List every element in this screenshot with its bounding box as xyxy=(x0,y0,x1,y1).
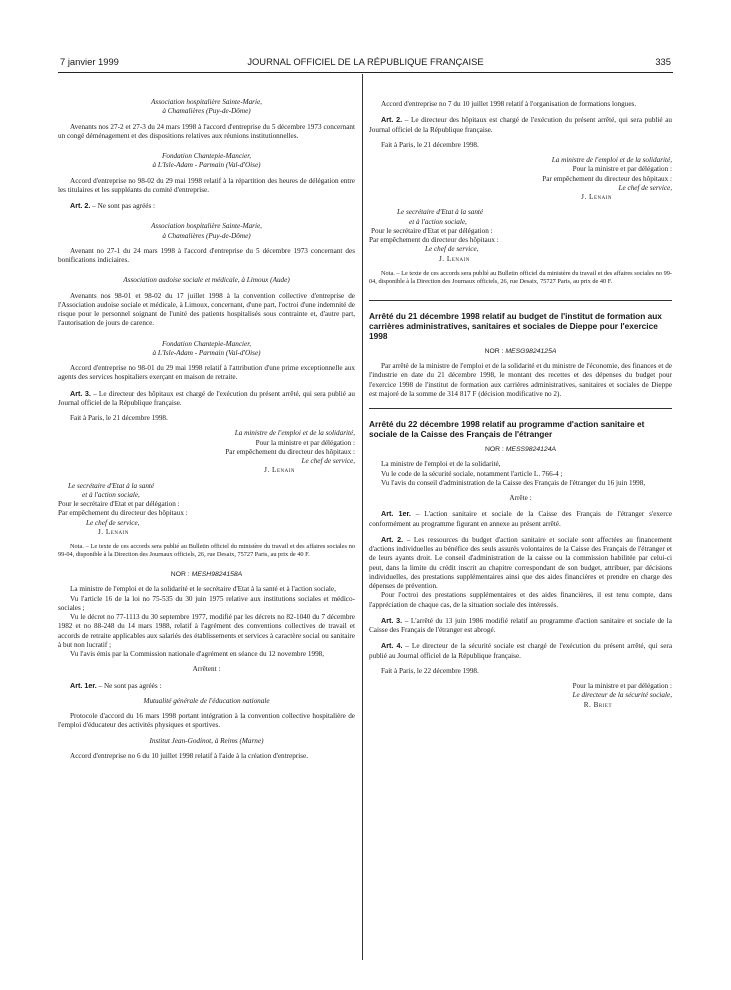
article-label: Art. 1er. xyxy=(381,509,411,519)
org-name: Association hospitalière Sainte-Marie, xyxy=(151,222,262,231)
signature-line: Pour le secrétaire d'Etat et par délégation : xyxy=(58,500,180,508)
paragraph: La ministre de l'emploi et de la solidarité, xyxy=(381,460,501,469)
paragraph: Accord d'entreprise no 7 du 10 juillet 1998 relatif à l'organisation de formations longues. xyxy=(381,100,637,108)
header-page-number: 335 xyxy=(655,56,671,67)
signatory-name: J. Lenain xyxy=(439,254,470,263)
signature-line: Le chef de service, xyxy=(86,518,140,527)
paragraph: Protocole d'accord du 16 mars 1998 portant intégration à la convention collective hospitalière de l'emploi d'éducateur des activités physiques et sportives. xyxy=(58,712,355,730)
signature-line: Par empêchement du directeur des hôpitaux : xyxy=(58,509,188,518)
article-label: Art. 4. xyxy=(381,641,403,651)
arrete-heading: Arrête : xyxy=(509,494,532,502)
paragraph: Vu le code de la sécurité sociale, notamment l'article L. 766-4 ; xyxy=(381,469,563,478)
article-label: Art. 1er. xyxy=(70,680,97,690)
signatory-name: J. Lenain xyxy=(264,466,295,475)
article-1 xyxy=(58,681,355,691)
page-header xyxy=(60,56,671,70)
article-4 xyxy=(369,641,672,661)
signature-line: Le directeur de la sécurité sociale, xyxy=(572,691,672,700)
signature-line: Le chef de service, xyxy=(425,245,479,254)
signature-line: Le chef de service, xyxy=(618,183,672,192)
place-date: Fait à Paris, le 21 décembre 1998. xyxy=(70,414,168,422)
paragraph: Vu l'article 16 de la loi no 75-535 du 30 juin 1975 relative aux institutions sociales et médico-sociales ; xyxy=(58,594,355,612)
org-name: Association audoise sociale et médicale, à Limoux (Aude) xyxy=(123,276,290,285)
nor-reference: NOR : MESG9824125A xyxy=(484,347,557,355)
signature-line: Le secrétaire d'Etat à la santé xyxy=(397,208,484,217)
article-2 xyxy=(58,201,355,211)
org-name: Institut Jean-Godinot, à Reims (Marne) xyxy=(149,736,264,745)
signature-line: et à l'action sociale, xyxy=(409,217,467,226)
nor-code: MESS9824124A xyxy=(505,446,557,453)
section-rule xyxy=(369,408,672,409)
signature-line: Pour la ministre et par délégation : xyxy=(255,438,355,447)
nor-code: MESG9824125A xyxy=(505,347,557,355)
signatory-name: R. Briet xyxy=(583,700,612,709)
article-label: Art. 2. xyxy=(381,115,403,125)
article-text: – Ne sont pas agréés : xyxy=(90,202,156,210)
article-label: Art. 2. xyxy=(381,534,404,544)
decree-title: Arrêté du 21 décembre 1998 relatif au budget de l'institut de formation aux carrières administratives, sanitaires et sociales de Dieppe pour l'exercice 1998 xyxy=(369,310,662,341)
article-text: – Les ressources du budget d'action sanitaire et sociale sont affectées au financement d'actions individuelles au bénéfice des seuls assurés volontaires de la Caisse des Français de l'étranger et de leurs ayants droit. Le conseil d'administration de la caisse ou la commission habilitée par celui-ci peut, dans la limite du crédit inscrit au chapitre correspondant de son budget, attribuer, par décisions individuelles, des prestations supplémentaires ainsi que des aides financières et prendre en charge des dépenses de prévention. xyxy=(369,535,672,590)
signature-line: Pour le secrétaire d'Etat et par délégation : xyxy=(371,226,493,235)
article-1 xyxy=(369,509,672,529)
paragraph: Avenant no 27-1 du 24 mars 1998 à l'accord d'entreprise du 5 décembre 1973 concernant des bonifications indiciaires. xyxy=(58,246,355,264)
nor-code: MESH9824158A xyxy=(191,571,243,578)
paragraph: Accord d'entreprise no 98-02 du 29 mai 1998 relatif à la répartition des heures de délégation entre les titulaires et les suppléants du comité d'entreprise. xyxy=(58,176,355,194)
nor-reference: NOR : MESH9824158A xyxy=(170,571,243,578)
header-journal-title: JOURNAL OFFICIEL DE LA RÉPUBLIQUE FRANÇAISE xyxy=(247,56,484,67)
org-name: Association hospitalière Sainte-Marie, xyxy=(151,98,262,106)
nota-note: Nota. – Le texte de ces accords sera publié au Bulletin officiel du ministère du travail et des affaires sociales no 99-04, disponible à la Direction des Journaux officiels, 26, rue Desaix, 75727 Paris, au prix de 40 F. xyxy=(369,269,672,285)
signature-line: La ministre de l'emploi et de la solidarité, xyxy=(234,429,355,438)
org-name: Fondation Chantepie-Mancier, xyxy=(161,339,252,348)
signature-line: Par empêchement du directeur des hôpitaux : xyxy=(542,174,672,183)
header-date: 7 janvier 1999 xyxy=(60,56,119,67)
column-separator xyxy=(362,74,363,960)
article-text: – Ne sont pas agréés : xyxy=(96,681,162,690)
section-rule xyxy=(369,300,672,301)
paragraph: Avenants nos 98-01 et 98-02 du 17 juillet 1998 à la convention collective d'entreprise de l'Association audoise sociale et médicale, à Limoux, concernant, d'une part, l'octroi d'une indemnité de risque pour le personnel soignant de l'unité des patients hospitalisés sous contrainte et, d'autre part, l'autorisation de jours de carence. xyxy=(58,291,355,328)
article-3 xyxy=(58,389,355,409)
article-2 xyxy=(369,115,672,135)
article-3 xyxy=(369,616,672,636)
article-text: – Le directeur des hôpitaux est chargé de l'exécution du présent arrêté, qui sera publié au Journal officiel de la République française. xyxy=(369,116,672,134)
decree-title: Arrêté du 22 décembre 1998 relatif au programme d'action sanitaire et sociale de la Caisse des Français de l'étranger xyxy=(369,419,645,439)
signature-line: Pour la ministre et par délégation : xyxy=(572,682,672,690)
org-location: à Chamalières (Puy-de-Dôme) xyxy=(162,231,251,240)
article-label: Art. 2. xyxy=(70,201,91,210)
signature-line: et à l'action sociale, xyxy=(82,490,140,499)
right-column xyxy=(369,100,672,710)
article-label: Art. 3. xyxy=(70,388,91,398)
signature-line: Par empêchement du directeur des hôpitaux : xyxy=(369,236,499,244)
signature-line: La ministre de l'emploi et de la solidarité, xyxy=(551,156,672,164)
article-text: – L'action sanitaire et sociale de la Caisse des Français de l'étranger s'exerce conformément au programme figurant en annexe au présent arrêté. xyxy=(369,510,672,528)
paragraph: Vu l'avis émis par la Commission nationale d'agrément en séance du 12 novembre 1998, xyxy=(70,650,325,658)
paragraph: Accord d'entreprise no 6 du 10 juillet 1998 relatif à l'aide à la création d'entreprise. xyxy=(70,751,308,760)
paragraph: Vu le décret no 77-1113 du 30 septembre 1977, modifié par les décrets no 82-1040 du 7 décembre 1982 et no 88-248 du 14 mars 1988, relatif à l'agrément des conventions collectives de travail et accords de retraite applicables aux salariés des établissements et services à caractère social ou sanitaire à but non lucratif ; xyxy=(58,613,355,649)
paragraph: Par arrêté de la ministre de l'emploi et de la solidarité et du ministre de l'économie, des finances et de l'industrie en date du 21 décembre 1998, le montant des recettes et des dépenses du budget pour l'exercice 1998 de l'institut de formation aux carrières administratives, sanitaires et sociales de Dieppe est majoré de la somme de 314 817 F (décision modificative no 2). xyxy=(369,362,672,398)
article-text: – Le directeur de la sécurité sociale est chargé de l'exécution du présent arrêté, qui sera publié au Journal officiel de la République française. xyxy=(369,642,673,660)
signature-line: Le chef de service, xyxy=(301,457,355,465)
nor-reference: NOR : MESS9824124A xyxy=(484,446,557,453)
signature-line: Pour la ministre et par délégation : xyxy=(572,165,672,174)
org-location: à L'Isle-Adam - Parmain (Val-d'Oise) xyxy=(152,348,261,357)
place-date: Fait à Paris, le 21 décembre 1998. xyxy=(381,140,479,149)
paragraph: La ministre de l'emploi et de la solidarité et le secrétaire d'Etat à la santé et à l'action sociale, xyxy=(70,585,336,594)
org-location: à Chamalières (Puy-de-Dôme) xyxy=(162,107,251,116)
header-rule xyxy=(58,72,673,73)
arretent-heading: Arrêtent : xyxy=(192,665,221,674)
article-2 xyxy=(369,535,672,592)
org-name: Fondation Chantepie-Mancier, xyxy=(161,152,252,160)
article-label: Art. 3. xyxy=(381,615,403,625)
place-date: Fait à Paris, le 22 décembre 1998. xyxy=(381,666,479,675)
org-location: à L'Isle-Adam - Parmain (Val-d'Oise) xyxy=(152,161,261,170)
nota-note: Nota. – Le texte de ces accords sera publié au Bulletin officiel du ministère du travail et des affaires sociales no 99-04, disponible à la Direction des Journaux officiels, 26, rue Desaix, 75727 Paris, au prix de 40 F. xyxy=(58,543,355,558)
paragraph: Pour l'octroi des prestations supplémentaires et des aides financières, il est tenu compte, dans l'appréciation de chaque cas, de la situation sociale des intéressés. xyxy=(369,591,672,609)
paragraph: Vu l'avis du conseil d'administration de la Caisse des Français de l'étranger du 16 juin 1998, xyxy=(381,478,646,487)
paragraph: Accord d'entreprise no 98-01 du 29 mai 1998 relatif à l'attribution d'une prime exceptionnelle aux agents des services hospitaliers exerçant en maison de retraite. xyxy=(58,364,355,382)
signature-line: Le secrétaire d'Etat à la santé xyxy=(68,481,155,490)
article-text: – Le directeur des hôpitaux est chargé de l'exécution du présent arrêté, qui sera publié au Journal officiel de la République française. xyxy=(58,389,355,407)
org-name: Mutualité générale de l'éducation nationale xyxy=(143,696,270,705)
signature-line: Par empêchement du directeur des hôpitaux : xyxy=(225,447,355,456)
left-column xyxy=(58,98,355,761)
signatory-name: J. Lenain xyxy=(98,527,129,536)
signatory-name: J. Lenain xyxy=(581,193,612,201)
article-text: – L'arrêté du 13 juin 1986 modifié relatif au programme d'action sanitaire et sociale de la Caisse des Français de l'étranger est abrogé. xyxy=(369,616,672,634)
paragraph: Avenants nos 27-2 et 27-3 du 24 mars 1998 à l'accord d'entreprise du 5 décembre 1973 concernant un congé déménagement et des dispositions relatives aux réunions institutionnelles. xyxy=(58,122,355,140)
